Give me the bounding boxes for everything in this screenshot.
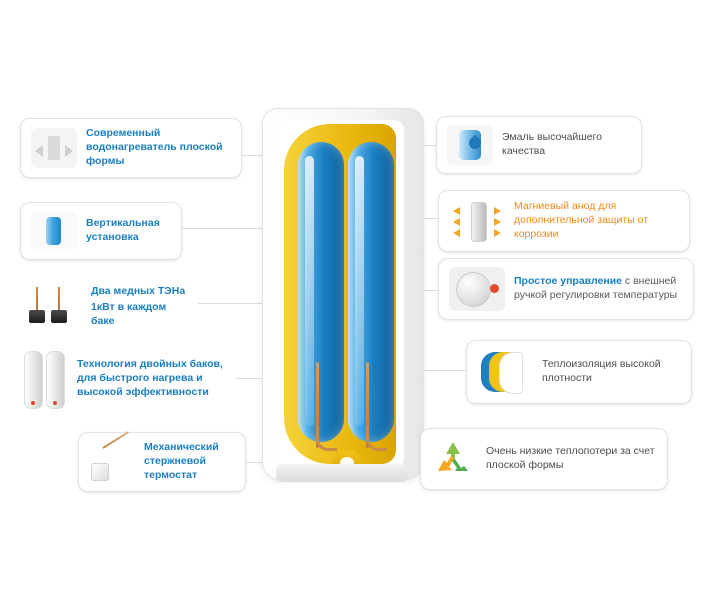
two-heating-elements-icon bbox=[22, 285, 82, 329]
callout-insulation-label: Теплоизоляция высокой плотности bbox=[542, 358, 661, 384]
callout-mechanical-thermostat-label: Механический стержневой термостат bbox=[144, 441, 219, 481]
flat-arrows-icon bbox=[31, 128, 77, 168]
heating-element-hook-right bbox=[366, 426, 387, 451]
callout-vertical-install-label: Вертикальная установка bbox=[86, 217, 160, 243]
callout-simple-control-bold: Простое управление bbox=[514, 275, 623, 288]
vertical-tank-icon bbox=[31, 211, 77, 251]
callout-double-tank-label: Технология двойных баков, для быстрого нагрева и высокой эффективности bbox=[77, 358, 223, 398]
callout-insulation[interactable] bbox=[466, 340, 692, 404]
callout-simple-control-label bbox=[514, 275, 683, 303]
callout-flat-form[interactable] bbox=[20, 118, 242, 178]
callout-simple-control[interactable] bbox=[438, 258, 694, 320]
callout-double-tank[interactable] bbox=[12, 340, 236, 418]
inner-tank-right bbox=[348, 142, 394, 442]
magnesium-anode-icon bbox=[449, 199, 505, 243]
callout-copper-heaters[interactable] bbox=[12, 277, 198, 337]
inner-tank-left bbox=[298, 142, 344, 442]
callout-magnesium-anode[interactable] bbox=[438, 190, 690, 252]
callout-copper-heaters-label: Два медных ТЭНа bbox=[91, 285, 186, 298]
callout-enamel-label: Эмаль высочайшего качества bbox=[502, 131, 602, 157]
thermostat-rod-icon bbox=[89, 441, 135, 483]
heater-cutaway bbox=[280, 120, 404, 468]
heating-element-hook-left bbox=[316, 426, 337, 451]
callout-vertical-install[interactable] bbox=[20, 202, 182, 260]
callout-enamel[interactable] bbox=[436, 116, 642, 174]
callout-heat-loss-label: Очень низкие теплопотери за счет плоской формы bbox=[486, 445, 655, 471]
callout-heat-loss[interactable] bbox=[420, 428, 668, 490]
connector-line-vertical bbox=[182, 228, 272, 229]
callout-flat-form-label: Современный водонагреватель плоской формы bbox=[86, 127, 223, 167]
callout-copper-heaters-sublabel: 1кВт в каждом баке bbox=[91, 301, 167, 327]
tank-highlight bbox=[305, 156, 314, 426]
tank-highlight bbox=[355, 156, 364, 426]
connector-line-heaters bbox=[198, 303, 272, 304]
heater-base bbox=[276, 464, 408, 482]
insulation-layers-icon bbox=[477, 349, 533, 395]
callout-magnesium-anode-label: Магниевый анод для дополнительной защиты от коррозии bbox=[514, 200, 649, 240]
callout-simple-control-rest: с внешней ручкой регулировки температуры bbox=[514, 275, 678, 301]
water-heater-illustration bbox=[262, 108, 422, 478]
recycle-icon bbox=[431, 437, 477, 481]
double-tanks-icon bbox=[22, 348, 68, 410]
enamel-coating-icon bbox=[447, 125, 493, 165]
callout-mechanical-thermostat[interactable] bbox=[78, 432, 246, 492]
control-knob-icon bbox=[449, 267, 505, 311]
